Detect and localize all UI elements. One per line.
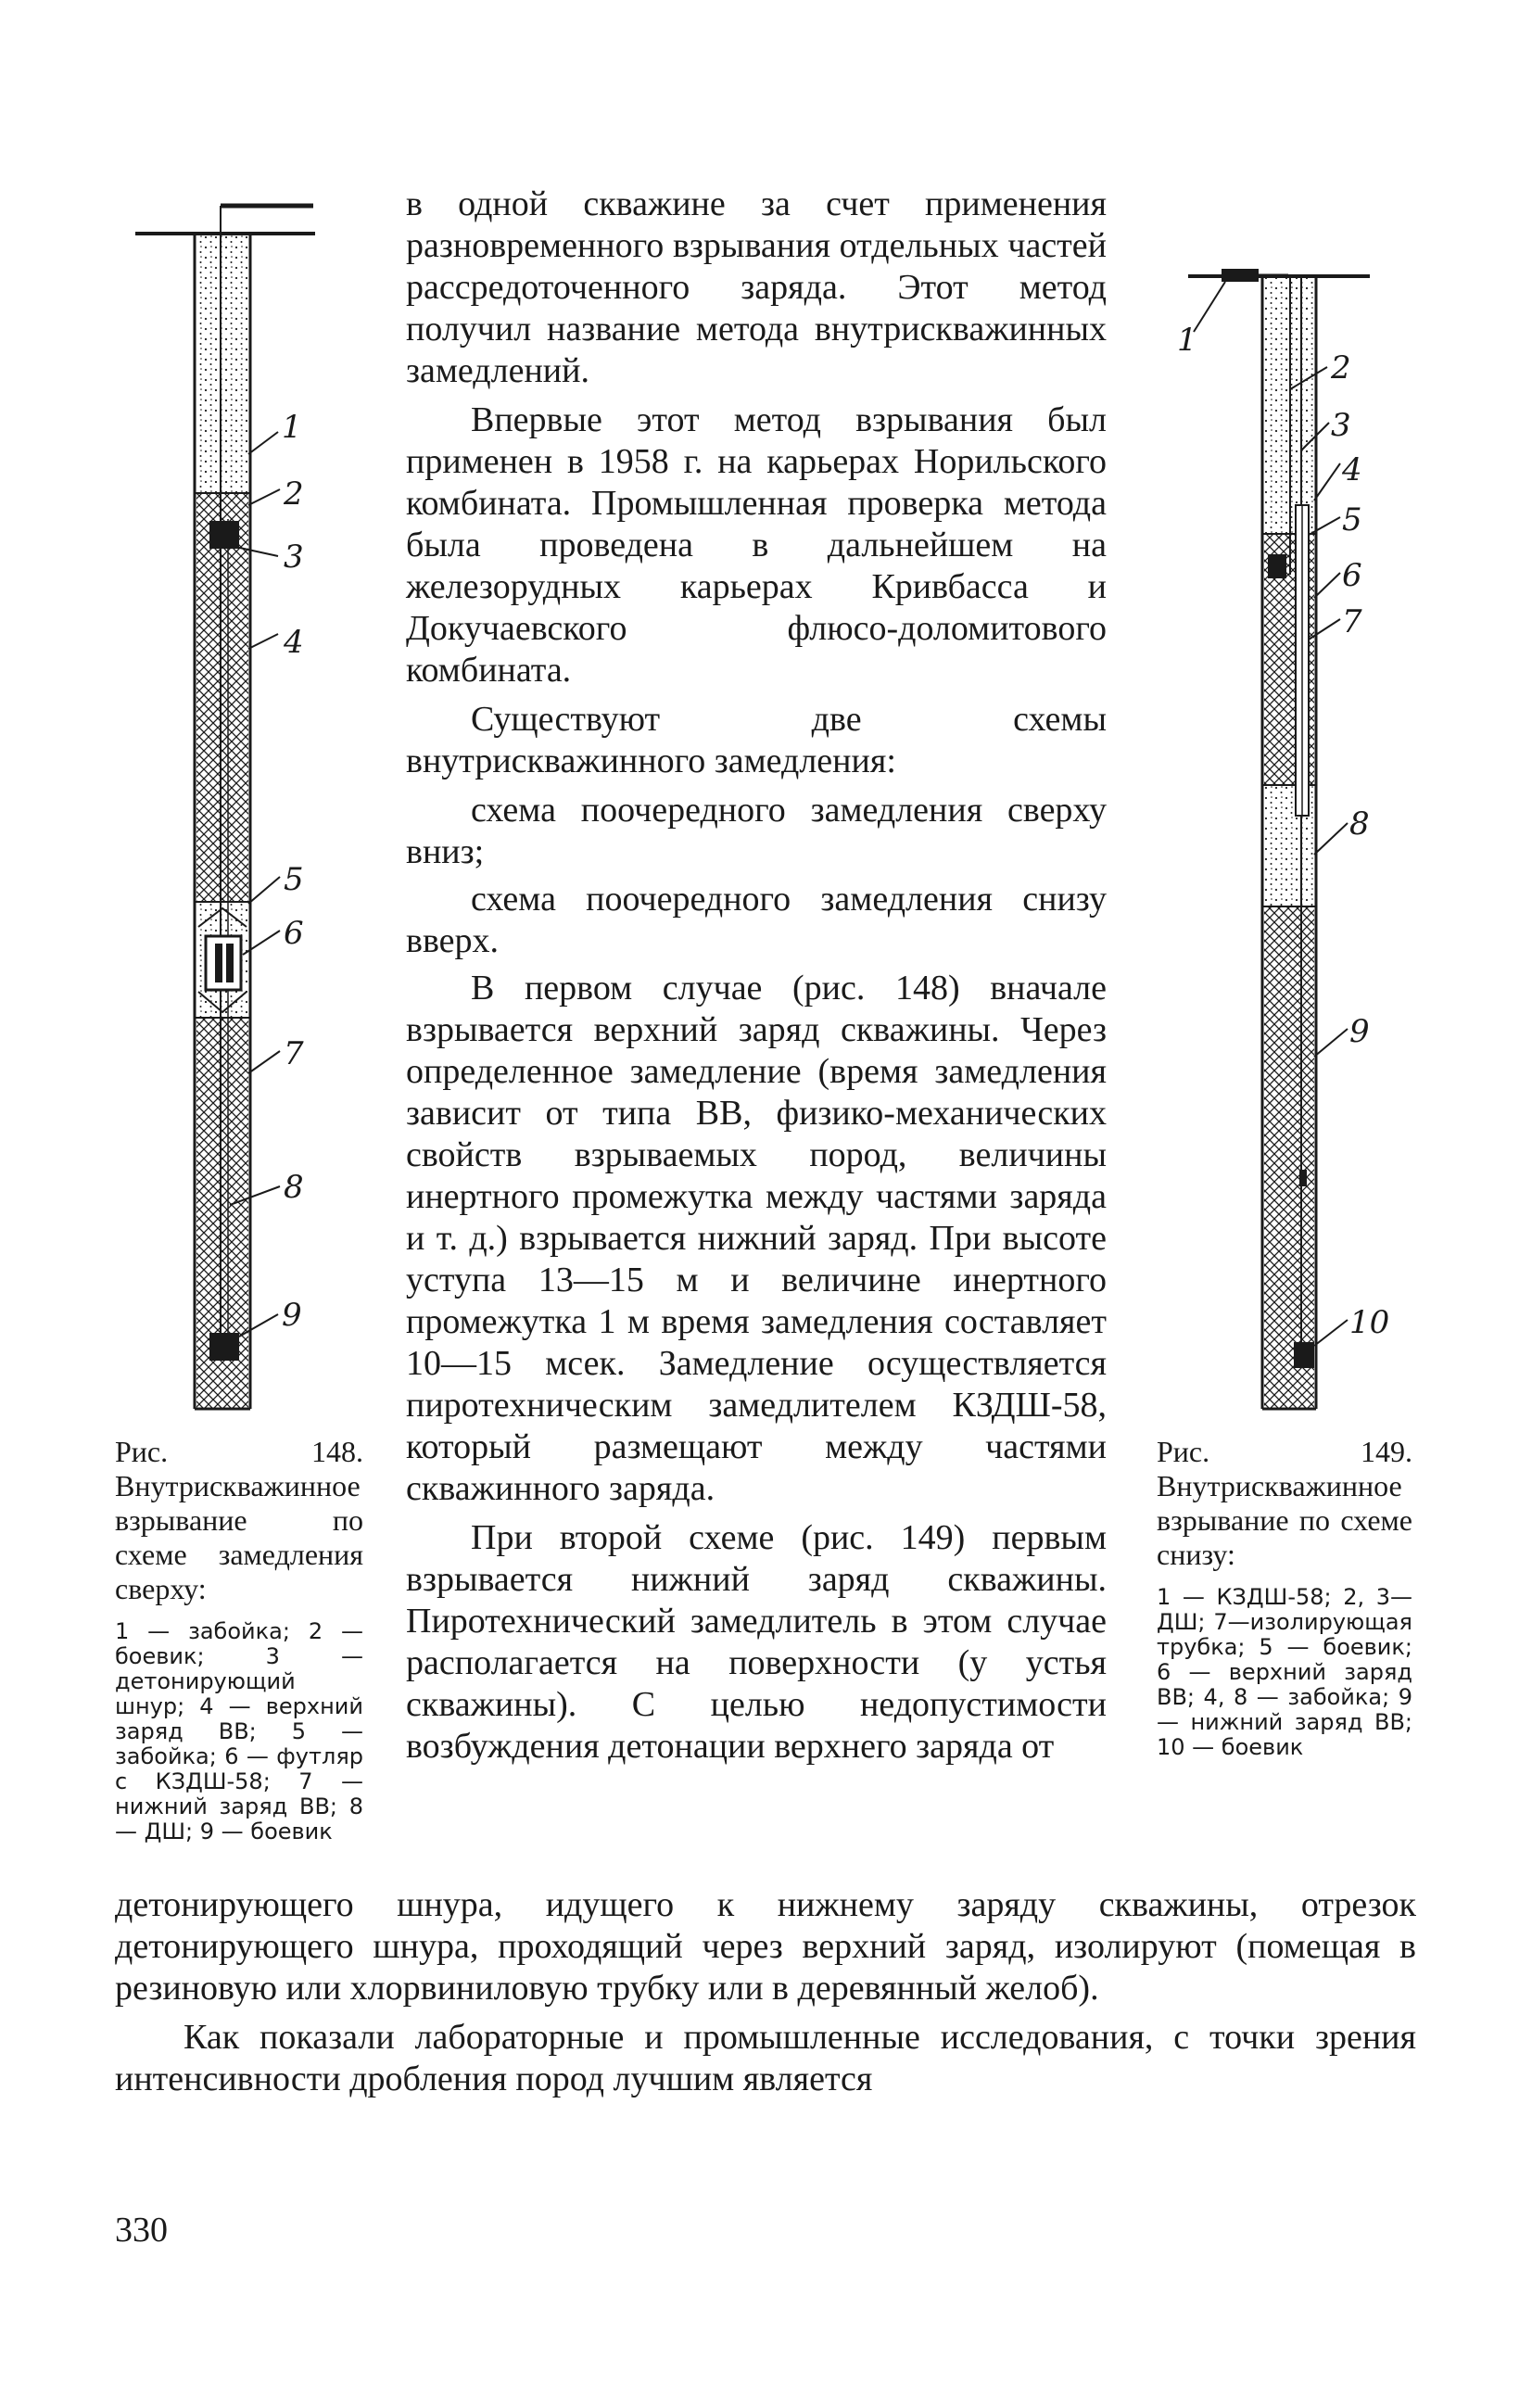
bottom-text [115,1884,1416,2108]
fig148-label: 8 [284,1169,304,1206]
fig148-label: 7 [284,1035,304,1072]
fig148-label: 6 [284,915,304,952]
main-text-column [406,184,1107,1775]
fig148-primer-top [209,521,239,549]
figure-149-caption [1157,1435,1412,1760]
figure-caption-title: Рис. 148. Внутрискважинное взрывание по схеме замедления сверху: [115,1435,363,1605]
fig148-primer-bottom [209,1333,239,1361]
fig148-label: 3 [284,539,304,576]
fig149-primer-bottom [1294,1342,1314,1368]
fig148-label: 1 [282,409,302,446]
fig149-label: 1 [1177,322,1197,359]
paragraph: детонирующего шнура, идущего к нижнему заряду скважины, отрезок детонирующего шнура, проходящий через верхний заряд, изолируют (помещая в резиновую или хлорвиниловую трубку или в деревянный желоб). [115,1885,1416,2008]
fig148-label: 2 [284,475,304,513]
paragraph: Как показали лабораторные и промышленные исследования, с точки зрения интенсивности дробления пород лучшим является [115,2018,1416,2098]
paragraph: При второй схеме (рис. 149) первым взрывается нижний заряд скважины. Пиротехнический замедлитель в этом случае располагается на поверхности (у устья скважины). С целью недопустимости возбуждения детонации верхнего заряда от [406,1518,1107,1766]
fig149-label: 7 [1342,603,1362,640]
figure-legend: 1 — забойка; 2 — боевик; 3 — детонирующий шнур; 4 — верхний заряд ВВ; 5 — забойка; 6 — футляр с КЗДШ-58; 7 — нижний заряд ВВ; 8 — ДШ; 9 — боевик [115,1618,363,1844]
fig149-surface-delay [1222,269,1259,282]
page-number: 330 [115,2211,168,2250]
figure-148-caption [115,1435,363,1844]
fig148-upper-charge [196,494,248,902]
fig149-label: 10 [1349,1304,1390,1341]
fig148-label: 4 [284,624,304,661]
paragraph: Впервые этот метод взрывания был применен в 1958 г. на карьерах Норильского комбината. Промышленная проверка метода была проведена в дальнейшем на железорудных карьерах Кривбасса и Докучаевского флюсо-доломитового комбината. [406,400,1107,690]
fig148-delay-case [206,936,241,990]
fig149-primer-upper [1268,554,1286,578]
list-item: схема поочередного замедления сверху вниз; [406,791,1107,871]
fig149-label: 4 [1342,451,1362,488]
fig149-label: 3 [1331,407,1351,444]
figure-legend: 1 — КЗДШ-58; 2, 3—ДШ; 7—изолирующая трубка; 5 — боевик; 6 — верхний заряд ВВ; 4, 8 — забойка; 9 — нижний заряд ВВ; 10 — боевик [1157,1584,1412,1760]
paragraph: В первом случае (рис. 148) вначале взрывается верхний заряд скважины. Через определенное замедление (время замедления зависит от типа ВВ, физико-механических свойств взрываемых пород, величины инертного промежутка между частями заряда и т. д.) взрывается нижний заряд. При высоте уступа 13—15 м и величине инертного промежутка 1 м время замедления составляет 10—15 мсек. Замедление осуществляется пиротехническим замедлителем КЗДШ-58, который размещают между частями скважинного заряда. [406,969,1107,1508]
paragraph: Существуют две схемы внутрискважинного замедления: [406,700,1107,780]
fig149-label: 8 [1349,805,1370,843]
fig149-label: 5 [1342,501,1362,539]
fig149-label: 6 [1342,557,1362,594]
fig148-label: 9 [282,1297,302,1334]
fig148-label: 5 [284,861,304,898]
fig149-label: 2 [1331,349,1351,387]
fig148-stemming-top [196,235,248,493]
paragraph: в одной скважине за счет применения разновременного взрывания отдельных частей рассредоточенного заряда. Этот метод получил название метода внутрискважинных замедлений. [406,184,1107,390]
fig149-label: 9 [1349,1013,1370,1050]
fig149-lower-charge [1264,907,1314,1408]
figure-caption-title: Рис. 149. Внутрискважинное взрывание по схеме снизу: [1157,1435,1412,1571]
list-item: схема поочередного замедления снизу вверх. [406,880,1107,960]
